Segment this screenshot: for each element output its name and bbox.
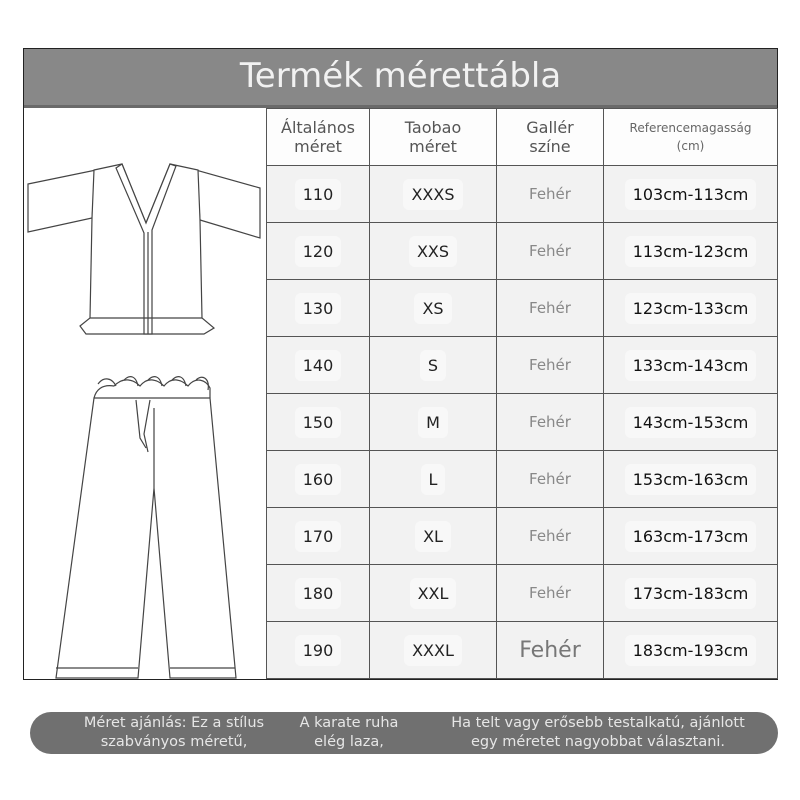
size-cell <box>267 337 370 394</box>
collar-color-cell <box>497 166 604 223</box>
size-cell-text: 140 <box>295 350 342 381</box>
size-cell-text: 190 <box>295 635 342 666</box>
reference-height-cell-text: 103cm-113cm <box>625 179 757 210</box>
table-row <box>267 166 778 223</box>
taobao-size-cell-text: XXS <box>409 236 457 267</box>
reference-height-cell <box>604 394 778 451</box>
taobao-size-cell-text: XXXL <box>404 635 462 666</box>
karate-uniform-illustration <box>24 108 266 679</box>
table-row <box>267 280 778 337</box>
taobao-size-cell <box>370 394 497 451</box>
reference-height-cell-text: 133cm-143cm <box>625 350 757 381</box>
taobao-size-cell <box>370 508 497 565</box>
reference-height-cell-text: 123cm-133cm <box>625 293 757 324</box>
taobao-size-cell <box>370 622 497 679</box>
collar-color-cell <box>497 394 604 451</box>
collar-color-cell <box>497 622 604 679</box>
header-general-size: Általános méret <box>267 109 370 166</box>
pants-drawing <box>56 377 236 678</box>
collar-color-cell <box>497 565 604 622</box>
collar-color-cell-text: Fehér <box>529 584 571 602</box>
size-cell-text: 160 <box>295 464 342 495</box>
header-collar-color: Gallér színe <box>497 109 604 166</box>
table-row <box>267 223 778 280</box>
taobao-size-cell-text: XXL <box>410 578 457 609</box>
size-cell-text: 130 <box>295 293 342 324</box>
size-cell-text: 180 <box>295 578 342 609</box>
collar-color-cell-text: Fehér <box>519 637 581 663</box>
collar-color-cell-text: Fehér <box>529 527 571 545</box>
taobao-size-cell-text: M <box>418 407 448 438</box>
collar-color-cell <box>497 337 604 394</box>
note-text-part3: Ha telt vagy erősebb testalkatú, ajánlott egy méretet nagyobbat választani. <box>451 715 745 750</box>
jacket-drawing <box>28 164 260 334</box>
taobao-size-cell <box>370 166 497 223</box>
reference-height-cell <box>604 337 778 394</box>
collar-color-cell <box>497 508 604 565</box>
taobao-size-cell-text: XL <box>415 521 451 552</box>
size-table <box>266 108 778 679</box>
table-row <box>267 508 778 565</box>
table-row <box>267 622 778 679</box>
reference-height-cell <box>604 622 778 679</box>
collar-color-cell <box>497 280 604 337</box>
collar-color-cell-text: Fehér <box>529 299 571 317</box>
size-cell <box>267 394 370 451</box>
reference-height-cell <box>604 280 778 337</box>
reference-height-cell <box>604 451 778 508</box>
size-cell-text: 150 <box>295 407 342 438</box>
size-cell <box>267 451 370 508</box>
size-recommendation-note <box>30 712 778 754</box>
reference-height-cell-text: 113cm-123cm <box>625 236 757 267</box>
table-row <box>267 451 778 508</box>
table-row <box>267 337 778 394</box>
size-cell <box>267 280 370 337</box>
taobao-size-cell <box>370 280 497 337</box>
reference-height-cell <box>604 565 778 622</box>
taobao-size-cell-text: XXXS <box>403 179 462 210</box>
header-taobao-size: Taobao méret <box>370 109 497 166</box>
reference-height-cell <box>604 166 778 223</box>
size-cell-text: 170 <box>295 521 342 552</box>
collar-color-cell <box>497 223 604 280</box>
collar-color-cell-text: Fehér <box>529 242 571 260</box>
note-text-part1: Méret ajánlás: Ez a stílus szabványos méretű, <box>83 715 265 750</box>
size-cell <box>267 565 370 622</box>
collar-color-cell-text: Fehér <box>529 356 571 374</box>
taobao-size-cell <box>370 565 497 622</box>
size-cell-text: 110 <box>295 179 342 210</box>
collar-color-cell-text: Fehér <box>529 470 571 488</box>
size-cell <box>267 508 370 565</box>
taobao-size-cell <box>370 223 497 280</box>
table-row <box>267 565 778 622</box>
reference-height-cell-text: 183cm-193cm <box>625 635 757 666</box>
reference-height-cell-text: 153cm-163cm <box>625 464 757 495</box>
collar-color-cell-text: Fehér <box>529 413 571 431</box>
reference-height-cell-text: 173cm-183cm <box>625 578 757 609</box>
reference-height-cell <box>604 508 778 565</box>
taobao-size-cell-text: L <box>421 464 446 495</box>
taobao-size-cell-text: S <box>420 350 446 381</box>
size-chart-frame <box>23 48 778 680</box>
collar-color-cell-text: Fehér <box>529 185 571 203</box>
reference-height-cell-text: 163cm-173cm <box>625 521 757 552</box>
header-reference-height: Referencemagasság (cm) <box>604 109 778 166</box>
taobao-size-cell-text: XS <box>414 293 451 324</box>
size-cell <box>267 166 370 223</box>
collar-color-cell <box>497 451 604 508</box>
reference-height-cell <box>604 223 778 280</box>
size-cell-text: 120 <box>295 236 342 267</box>
taobao-size-cell <box>370 451 497 508</box>
taobao-size-cell <box>370 337 497 394</box>
table-row <box>267 394 778 451</box>
size-cell <box>267 223 370 280</box>
size-cell <box>267 622 370 679</box>
table-header-row <box>267 109 778 166</box>
page-title: Termék mérettábla <box>24 49 777 108</box>
reference-height-cell-text: 143cm-153cm <box>625 407 757 438</box>
note-text-part2: A karate ruha elég laza, <box>299 715 399 750</box>
